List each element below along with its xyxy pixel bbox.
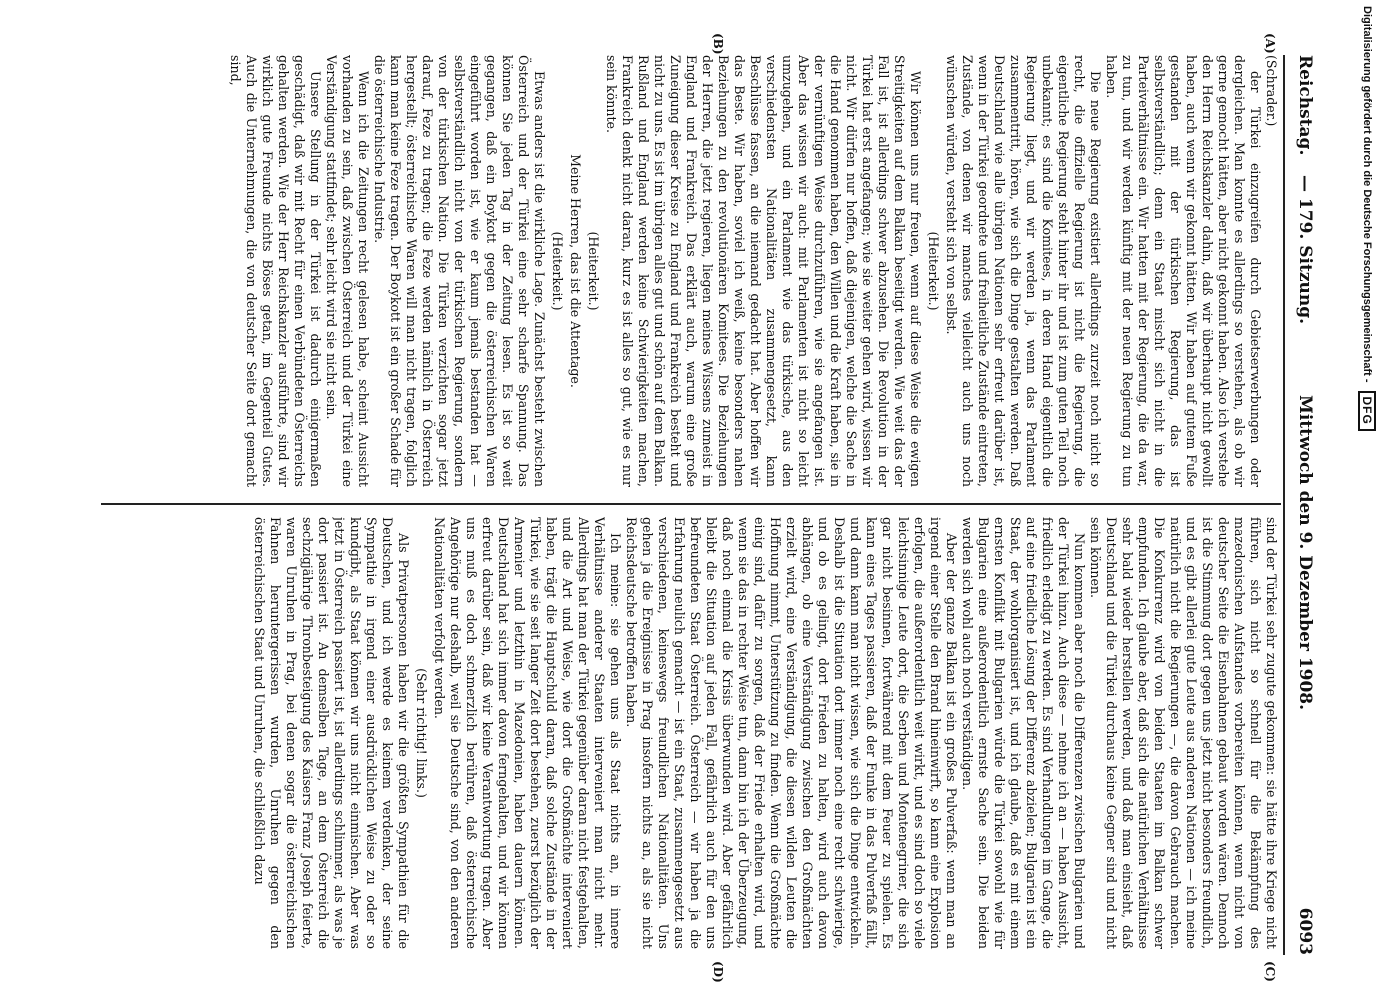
paragraph: Wir können uns nur freuen, wenn auf diese Weise die ewigen Streitigkeiten auf dem Balkan beseitigt werden. Wie weit das der Fall ist, ist allerdings schwer abzusehen. Die Revolution in der Türkei hat erst angefangen; wie sie weiter gehen wird, wissen wir nicht. Wir dürfen nur hoffen, daß diejenigen, welche die Sache in die Hand genommen haben, den Willen und die Kraft haben, sie in der vernünftigen Weise durchzuführen, wie sie angefangen ist. Aber das wissen wir auch: mit Parlamenten ist nicht so leicht umzugehen, und ein Parlament wie das türkische, aus den verschiedensten Nationalitäten zusammengesetzt, kann Beschlüsse fassen, an die niemand gedacht hat. Aber hoffen wir das Beste. Wir haben, soviel ich weiß, keine besonders nahen Beziehungen zu den revolutionären Komitees. Die Beziehungen der Herren, die jetzt regieren, liegen meines Wissens zumeist in England und Frankreich. Das erklärt auch, warum eine große Zuneigung dieser Kreise zu England und Frankreich besteht und nicht zu uns. Es ist im übrigen alles gut und schön auf dem Balkan. Rußland und England werden keine Schwierigkeiten machen, Frankreich denkt nicht daran, kurz es ist alles so gut, wie es nur sein könnte. — [604, 55, 923, 487]
interjection: (Heiterkeit.) — [550, 231, 565, 311]
newspaper-page — [95, 33, 1325, 983]
margin-marker-c: (C) — [1263, 961, 1277, 982]
digitization-text: Digitalisierung gefördert durch die Deutsche Forschungsgemeinschaft - — [1361, 6, 1373, 383]
dfg-logo: DFG — [1358, 391, 1376, 431]
session-number: — 179. Sitzung. — [1295, 175, 1315, 325]
margin-marker-a: (A) — [1263, 33, 1277, 54]
left-column — [101, 55, 1279, 487]
paragraph: der Türkei einzugreifen durch Gebietserwerbungen oder dergleichen. Man konnte es allerdings so verstehen, als ob wir gerne gemocht hätten, aber nicht gekonnt haben. Also ich verstehe den Herrn Reichskanzler dahin, daß wir überhaupt nicht gewollt haben, auch wenn wir gekonnt hätten. Wir haben auf gutem Fuße gestanden mit der türkischen Regierung, das ist selbstverständlich; denn ein Staat mischt sich nicht in die Parteiverhältnisse ein. Wir hatten mit der Regierung, die da war, zu tun, und wir werden künftig mit der neuen Regierung zu tun haben. — [1104, 55, 1263, 487]
paragraph: Etwas anders ist die wirkliche Lage. Zunächst besteht zwischen Österreich und der Türkei eine sehr scharfe Spannung. Das können Sie jeden Tag in der Zeitung lesen. Es ist so weit gegangen, daß ein Boykott gegen die österreichischen Waren eingeführt worden ist, wie er kaum jemals bestanden hat — selbstverständlich nicht von der türkischen Regierung, sondern von der türkischen Nation. Die Türken verzichten sogar jetzt darauf, Feze zu tragen; die Feze werden nämlich in Österreich hergestellt; österreichische Waren will man nicht tragen, folglich kann man keine Feze tragen. Der Boykott ist ein großer Schade für die österreichische Industrie. — [372, 55, 547, 487]
paragraph: Nun kommen aber noch die Differenzen zwischen Bulgarien und der Türkei hinzu. Auch diese — nehme ich an — haben Aussicht, friedlich erledigt zu werden. Es sind Verhandlungen im Gange, die auf eine friedliche Lösung der Differenz abzielen; Bulgarien ist ein Staat, der wohlorganisiert ist, und ich glaube, daß es mit einem ernsten Konflikt mit Bulgarien würde die Türkei sowohl wie für Bulgarien eine außerordentlich ernste Sache sein. Die beiden werden sich wohl auch noch verständigen. — [960, 517, 1087, 949]
paragraph: Aber der ganze Balkan ist ein großes Pulverfaß: wenn man an irgend einer Stelle den Brand hineinwirft, so kann eine Explosion erfolgen, die außerordentlich weit wirkt, und es sind doch so viele leichtsinnige Leute dort, die Serben und Montenegriner, die sich gar nicht besinnen, fortwährend mit dem Feuer zu spielen. Es kann eines Tages passieren, daß der Funke in das Pulverfaß fällt, und dann kann man nicht wissen, wie sich die Dinge entwickeln. Deshalb ist die Situation dort immer noch eine recht schwierige, und ob es gelingt, dort Frieden zu halten, wird auch davon abhängen, ob eine Verständigung zwischen den Großmächten erzielt wird, eine Verständigung, die diesen wilden Leuten die Hoffnung nimmt, Unterstützung zu finden. Wenn die Großmächte einig sind, dafür zu sorgen, daß der Friede erhalten wird, und wenn sie das in rechter Weise tun, dann bin ich der Überzeugung, daß noch einmal die Krisis überwunden wird. Aber gefährlich bleibt die Situation auf jeden Fall, gefährlich auch für den uns befreundeten Staat Österreich. Österreich — wir haben ja die Erfahrung neulich gemacht — ist ein Staat, zusammengesetzt aus verschiedenen, keineswegs freundlichen Nationalitäten. Uns gehen ja die Ereignisse in Prag insofern nichts an, als sie nicht Reichsdeutsche betroffen haben. — [624, 517, 959, 949]
interjection: (Sehr richtig! links.) — [414, 668, 429, 798]
column-divider — [101, 503, 1281, 505]
paragraph: sind der Türkei sehr zugute gekommen: sie hätte ihre Kriege nicht führen, sich nicht so schnell für die Bekämpfung des mazedonischen Aufstandes vorbereiten können, wenn nicht von deutscher Seite die Eisenbahnen gebaut worden wären. Dennoch ist die Stimmung dort gegen uns jetzt nicht besonders freundlich, und es gibt allerlei gute Leute aus anderen Nationen — ich meine natürlich nicht die Regierungen —, die davon Gebrauch machen. Die Konkurrenz wird von beiden Staaten im Balkan schwer empfunden. Ich glaube aber, daß sich die natürlichen Verhältnisse sehr bald wieder herstellen werden, und daß man einsieht, daß Deutschland und die Türkei durchaus keine Gegner sind und nicht sein können. — [1088, 517, 1279, 949]
margin-marker-b: (B) — [711, 33, 725, 55]
margin-marker-d: (D) — [711, 961, 725, 983]
digitization-notice — [1358, 6, 1376, 431]
paragraph: Ich meine: sie gehen uns als Staat nichts an, in innere Verhältnisse anderer Staaten interveniert man nicht mehr. Allerdings hat man der Türkei gegenüber daran nicht festgehalten, und die Art und Weise, wie dort die Großmächte interveniert haben, trägt die Hauptschuld daran, daß solche Zustände in der Türkei, wie sie seit langer Zeit dort bestehen, zuerst bezüglich der Armenier und letzthin in Mazedonien, haben dauern können. Deutschland hat sich immer davon ferngehalten, und wir können erfreut darüber sein, daß wir keine Verantwortung tragen. Aber uns muß es doch schmerzlich berühren, daß österreichische Angehörige nur deshalb, weil sie Deutsche sind, von den anderen Nationalitäten verfolgt werden. — [432, 517, 623, 949]
interjection: (Heiterkeit.) — [926, 231, 941, 311]
publication-title: Reichstag. — [1295, 55, 1315, 156]
paragraph: Die neue Regierung existiert allerdings zurzeit noch nicht so recht, die offizielle Regierung ist nicht die Regierung, die eigentliche Regierung steht hinter ihr und ist zum guten Teil noch unbekannt; es sind die Komitees, in deren Hand eigentlich die Regierung liegt, und wir werden ja, wenn das Parlament zusammentritt, hören, wie sich die Dinge gestalten werden. Daß Deutschland wie alle übrigen Nationen sehr erfreut darüber ist, wenn in der Türkei geordnete und freiheitliche Zustände eintreten, Zustände, von denen wir manches vielleicht auch uns noch wünschen würden, versteht sich von selbst. — [944, 55, 1103, 487]
page-header — [1283, 55, 1325, 955]
paragraph: Wenn ich die Zeitungen recht gelesen habe, scheint Aussicht vorhanden zu sein, daß zwischen Österreich und der Türkei eine Verständigung stattfindet; sehr leicht wird sie nicht sein. — [324, 55, 371, 487]
speaker-label: (Schrader.) — [1264, 55, 1279, 127]
paragraph: Als Privatpersonen haben wir die größten Sympathien für die Deutschen, und ich werde es keinem verdenken, der seine Sympathie in irgend einer ausdrücklichen Weise zu oder so kundgibt, als Staat können wir uns nicht einmischen. Aber was jetzt in Österreich passiert ist, ist allerdings schlimmer, als was je dort passiert ist. An demselben Tage, an dem Österreich die sechzigjährige Thronbesteigung des Kaisers Franz Joseph feierte, waren Unruhen in Prag, bei denen sogar die österreichischen Fahnen heruntergerissen wurden, Unruhen gegen den österreichischen Staat und Unruhen, die schließlich dazu — [252, 517, 411, 949]
page-number: 6093 — [1295, 907, 1315, 955]
session-date: Mittwoch den 9. Dezember 1908. — [1295, 395, 1315, 711]
statement-line: Meine Herren, das ist die Attentage. — [568, 154, 583, 388]
paragraph: Unsere Stellung in der Türkei ist dadurch einigermaßen geschädigt, daß wir mit Recht für einen Verbündeten Österreichs gehalten werden. Wie der Herr Reichskanzler ausführte, sind wir wirklich gute Freunde nichts Böses getan, im Gegenteil Gutes. Auch die Unternehmungen, die von deutscher Seite dort gemacht sind, — [228, 55, 323, 487]
interjection: (Heiterkeit.) — [586, 231, 601, 311]
right-column — [101, 517, 1279, 949]
